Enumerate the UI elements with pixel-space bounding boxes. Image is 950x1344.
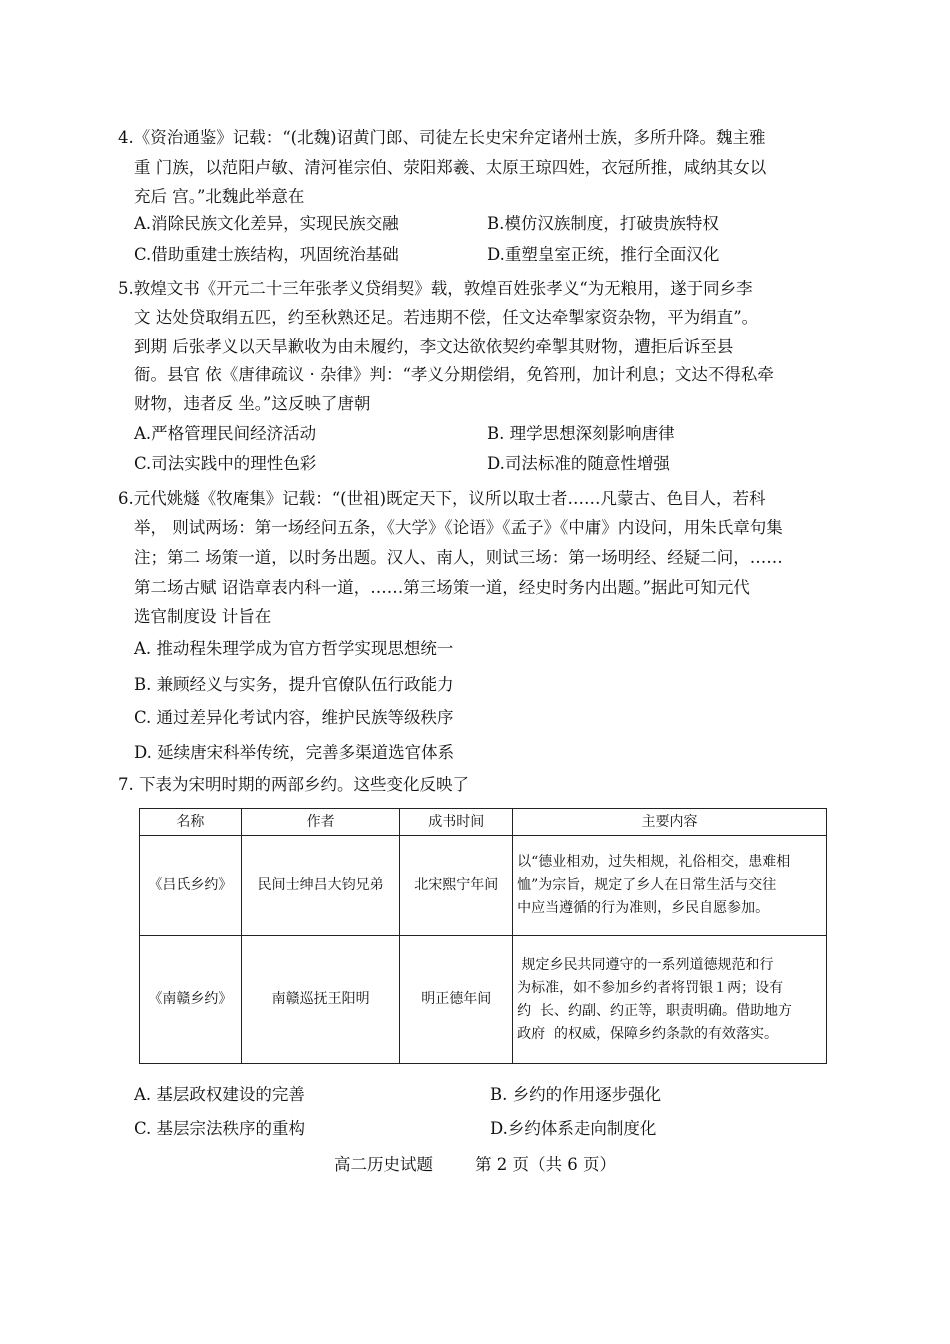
content-line: 规定乡民共同遵守的一系列道德规范和行 [517,956,774,973]
q6-line-1: 6.元代姚燧《牧庵集》记载：“(世祖)既定天下，议所以取士者……凡蒙古、色目人，若科 [118,489,766,508]
q5-line-3: 到期 后张孝义以天旱歉收为由未履约，李文达欲依契约牵掣其财物，遭拒后诉至县 [134,337,734,356]
q6-option-d[interactable]: D. 延续唐宋科举传统，完善多渠道选官体系 [134,743,455,762]
row-name: 《南赣乡约》 [140,936,242,1064]
q6-line-4: 第二场古赋 诏诰章表内科一道，……第三场策一道，经史时务内出题。”据此可知元代 [134,578,750,597]
q7-option-b[interactable]: B. 乡约的作用逐步强化 [490,1085,662,1104]
header-content: 主要内容 [513,809,827,836]
q6-line-3: 注；第二 场策一道，以时务出题。汉人、南人，则试三场：第一场明经、经疑二问，…… [134,548,783,567]
content-line: 恤”为宗旨，规定了乡人在日常生活与交往 [517,877,777,893]
row-author: 民间士绅吕大钧兄弟 [241,836,400,936]
q4-line-2: 重 门族，以范阳卢敏、清河崔宗伯、荥阳郑羲、太原王琼四姓，衣冠所推，咸纳其女以 [134,158,767,177]
q7-option-c[interactable]: C. 基层宗法秩序的重构 [134,1119,306,1138]
table-row [140,836,827,936]
content-line: 约 长、约副、约正等，职责明确。借助地方 [517,1002,792,1019]
q5-line-1: 5.敦煌文书《开元二十三年张孝义贷绢契》载，敦煌百姓张孝义“为无粮用，遂于同乡李 [118,279,753,298]
row-content [513,836,827,936]
row-time: 明正德年间 [400,936,513,1064]
q7-line-1: 7. 下表为宋明时期的两部乡约。这些变化反映了 [118,775,469,794]
page-footer: 高二历史试题 第 2 页（共 6 页） [334,1155,616,1174]
q6-line-2: 举， 则试两场：第一场经问五条，《大学》《论语》《孟子》《中庸》内设问，用朱氏章句集 [134,518,783,537]
q4-line-1: 4.《资治通鉴》记载：“(北魏)诏黄门郎、司徒左长史宋弁定诸州士族，多所升降。魏主雅 [118,128,766,147]
content-line: 为标准，如不参加乡约者将罚银１两；设有 [517,979,784,996]
content-line: 中应当遵循的行为准则，乡民自愿参加。 [517,900,770,916]
header-author: 作者 [241,809,400,836]
q4-option-a[interactable]: A.消除民族文化差异，实现民族交融 [134,214,399,233]
row-name: 《吕氏乡约》 [140,836,242,936]
q7-option-d[interactable]: D.乡约体系走向制度化 [490,1119,657,1138]
content-line: 以“德业相劝，过失相规，礼俗相交，患难相 [517,854,791,870]
table-header-row [140,809,827,836]
q5-option-a[interactable]: A.严格管理民间经济活动 [134,424,317,443]
q4-option-b[interactable]: B.模仿汉族制度，打破贵族特权 [487,214,719,233]
q5-line-5: 财物，违者反 坐。”这反映了唐朝 [134,394,371,413]
q4-option-d[interactable]: D.重塑皇室正统，推行全面汉化 [487,245,720,264]
row-author: 南赣巡抚王阳明 [241,936,400,1064]
q5-option-d[interactable]: D.司法标准的随意性增强 [487,454,670,473]
q5-option-c[interactable]: C.司法实践中的理性色彩 [134,454,317,473]
q5-option-b[interactable]: B. 理学思想深刻影响唐律 [487,424,675,443]
q6-option-a[interactable]: A. 推动程朱理学成为官方哲学实现思想统一 [134,639,454,658]
q6-option-c[interactable]: C. 通过差异化考试内容，维护民族等级秩序 [134,708,454,727]
header-time: 成书时间 [400,809,513,836]
q4-line-3: 充后 宫。”北魏此举意在 [134,187,305,206]
q5-line-2: 文 达处贷取绢五匹，约至秋熟还足。若违期不偿，任文达牵掣家资杂物，平为绢直”。 [134,308,759,327]
q6-line-5: 选官制度设 计旨在 [134,607,272,626]
header-name: 名称 [140,809,242,836]
q5-line-4: 衙。县官 依《唐律疏议 · 杂律》判：“孝义分期偿绢，免笞刑，加计利息；文达不得私牵 [134,365,774,384]
q7-option-a[interactable]: A. 基层政权建设的完善 [134,1085,305,1104]
q6-option-b[interactable]: B. 兼顾经义与实务，提升官僚队伍行政能力 [134,675,454,694]
row-time: 北宋熙宁年间 [400,836,513,936]
table-row [140,936,827,1064]
q4-option-c[interactable]: C.借助重建士族结构，巩固统治基础 [134,245,399,264]
xiangyue-table [139,808,827,1064]
content-line: 政府 的权威，保障乡约条款的有效落实。 [517,1025,778,1042]
row-content [513,936,827,1064]
